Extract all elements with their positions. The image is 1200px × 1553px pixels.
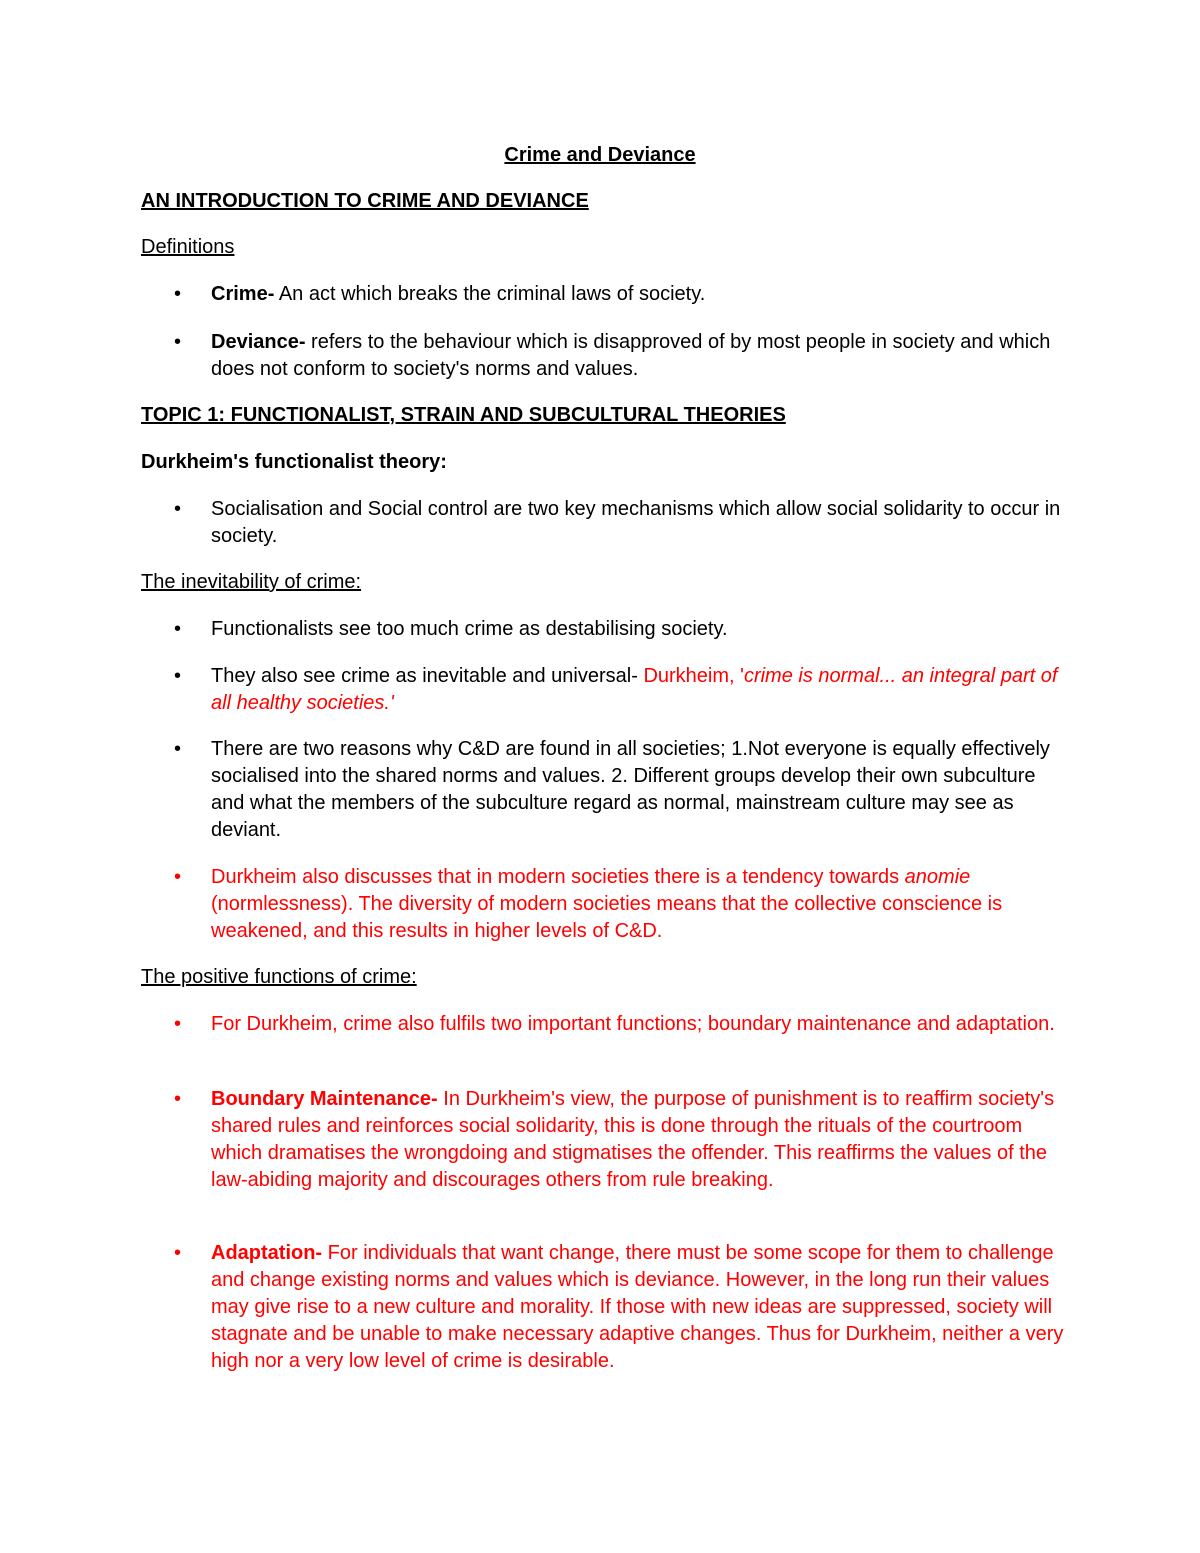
bullet-icon: • (174, 1013, 182, 1035)
positive-bullet-1-text: For Durkheim, crime also fulfils two important functions; boundary maintenance and adaptation. (211, 1013, 1055, 1035)
bullet-icon: • (174, 1242, 182, 1264)
term-boundary-maintenance: Boundary Maintenance- (211, 1088, 438, 1110)
durkheim-bullet (141, 496, 1071, 550)
definition-crime-text: An act which breaks the criminal laws of society. (274, 283, 706, 305)
definition-deviance-text: refers to the behaviour which is disapproved of by most people in society and which does not conform to society's norms and values. (211, 331, 1051, 380)
durkheim-quote: crime is normal... an integral part of all healthy societies.' (211, 665, 1058, 714)
inevitability-bullet-2-text: They also see crime as inevitable and universal- (211, 665, 644, 687)
bullet-icon: • (174, 1088, 182, 1110)
anomie-term: anomie (904, 866, 971, 888)
boundary-maintenance-text: In Durkheim's view, the purpose of punishment is to reaffirm society's shared rules and reinforces social solidarity, this is done through the rituals of the courtroom which dramatises the wrongdoing and stigmatises the offender. This reaffirms the values of the law-abiding majority and discourages others from rule breaking. (211, 1088, 1055, 1191)
anomie-text-a: Durkheim also discusses that in modern societies there is a tendency towards (211, 866, 905, 888)
bullet-icon: • (174, 283, 182, 305)
intro-heading: AN INTRODUCTION TO CRIME AND DEVIANCE (141, 190, 589, 212)
positive-bullet-boundary (141, 1086, 1071, 1194)
bullet-icon: • (174, 618, 182, 640)
bullet-icon: • (174, 866, 182, 888)
bullet-icon: • (174, 498, 182, 520)
document-title: Crime and Deviance (504, 144, 696, 166)
anomie-text-b: (normlessness). The diversity of modern societies means that the collective conscience is weakened, and this results in higher levels of C&D. (211, 893, 1003, 942)
inevitability-bullet-4 (141, 864, 1071, 945)
durkheim-quote-lead: Durkheim, ' (643, 665, 744, 687)
inevitability-bullet-1 (141, 616, 1071, 643)
definitions-heading: Definitions (141, 236, 235, 258)
inevitability-bullet-3 (141, 736, 1071, 844)
bullet-icon: • (174, 738, 182, 760)
durkheim-bullet-text: Socialisation and Social control are two key mechanisms which allow social solidarity to occur in society. (211, 498, 1061, 547)
term-crime: Crime- (211, 283, 275, 305)
bullet-icon: • (174, 331, 182, 353)
term-adaptation: Adaptation- (211, 1242, 323, 1264)
inevitability-heading: The inevitability of crime: (141, 571, 362, 593)
definition-item-deviance (141, 329, 1071, 383)
topic1-heading: TOPIC 1: FUNCTIONALIST, STRAIN AND SUBCULTURAL THEORIES (141, 404, 786, 426)
adaptation-text: For individuals that want change, there must be some scope for them to challenge and change existing norms and values which is deviance. However, in the long run their values may give rise to a new culture and morality. If those with new ideas are suppressed, society will stagnate and be unable to make necessary adaptive changes. Thus for Durkheim, neither a very high nor a very low level of crime is desirable. (211, 1242, 1064, 1372)
durkheim-heading: Durkheim's functionalist theory: (141, 451, 447, 473)
term-deviance: Deviance- (211, 331, 306, 353)
positive-heading: The positive functions of crime: (141, 966, 417, 988)
positive-bullet-adaptation (141, 1240, 1071, 1375)
inevitability-bullet-2 (141, 663, 1071, 717)
inevitability-bullet-1-text: Functionalists see too much crime as destabilising society. (211, 618, 728, 640)
positive-bullet-1 (141, 1011, 1071, 1038)
definition-item-crime (141, 281, 1071, 308)
bullet-icon: • (174, 665, 182, 687)
inevitability-bullet-3-text: There are two reasons why C&D are found in all societies; 1.Not everyone is equally effectively socialised into the shared norms and values. 2. Different groups develop their own subculture and what the members of the subculture regard as normal, mainstream culture may see as deviant. (211, 738, 1050, 841)
